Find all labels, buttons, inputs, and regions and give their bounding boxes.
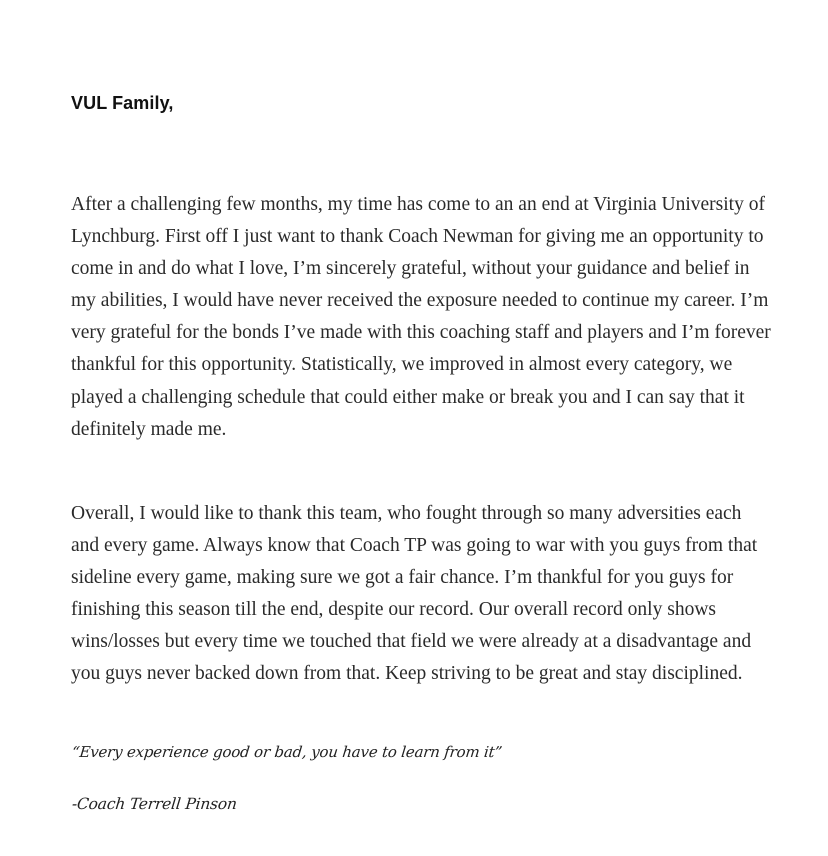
letter-signature: -Coach Terrell Pinson bbox=[71, 795, 238, 813]
letter-quote: “Every experience good or bad, you have to learn from it” bbox=[71, 743, 503, 761]
letter-greeting: VUL Family, bbox=[71, 93, 174, 113]
letter-paragraph-1: After a challenging few months, my time has come to an an end at Virginia University of Lynchburg. First off I just want to thank Coach Newman for giving me an opportunity to come in and do what I love, I’m sincerely grateful, without your guidance and belief in my abilities, I would have never received the exposure needed to continue my career. I’m very grateful for the bonds I’ve made with this coaching staff and players and I’m forever thankful for this opportunity. Statistically, we improved in almost every category, we played a challenging schedule that could either make or break you and I can say that it definitely made me. bbox=[71, 194, 771, 440]
letter-paragraph-2: Overall, I would like to thank this team, who fought through so many adversities each and every game. Always know that Coach TP was going to war with you guys from that sideline every game, making sure we got a fair chance. I’m thankful for you guys for finishing this season till the end, despite our record. Our overall record only shows wins/losses but every time we touched that field we were already at a disadvantage and you guys never backed down from that. Keep striving to be great and stay disciplined. bbox=[71, 503, 758, 685]
